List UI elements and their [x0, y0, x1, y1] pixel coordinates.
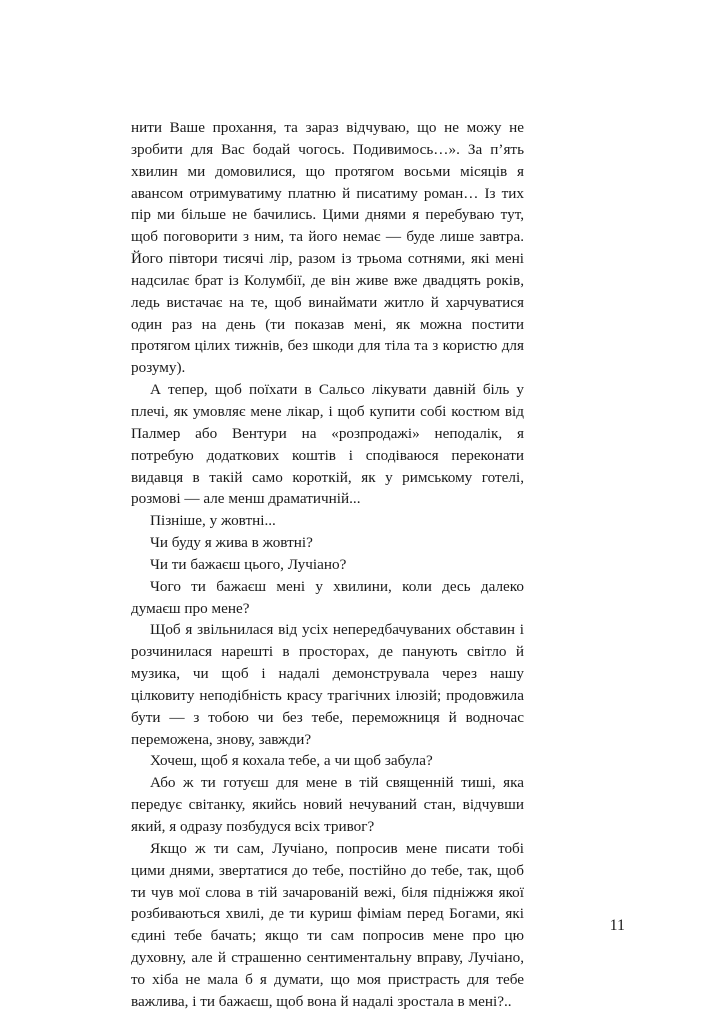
- paragraph-1: нити Ваше прохання, та зараз відчуваю, що не можу не зробити для Вас бодай чогось. Подивимось…». За п’ять хвилин ми домовилися, що протягом восьми місяців я авансом отримуватиму платню й писатиму роман… Із тих пір ми більше не бачились. Цими днями я перебуваю тут, щоб поговорити з ним, та його немає — буде лише завтра. Його півтори тисячі лір, разом із трьома сотнями, які мені надсилає брат із Колумбії, де він живе вже двадцять років, ледь вистачає на те, щоб винаймати житло й харчуватися один раз на день (ти показав мені, як можна постити протягом цілих тижнів, без шкоди для тіла та з користю для розуму).: [131, 119, 524, 377]
- paragraph-5: Чи ти бажаєш цього, Лучіано?: [150, 555, 347, 573]
- paragraph-10: Якщо ж ти сам, Лучіано, попросив мене писати тобі цими днями, звертатися до тебе, постійно до тебе, так, щоб ти чув мої слова в тій зачарованій вежі, біля підніжжя якої розбиваються хвилі, де ти куриш фіміам перед Богами, які єдині тебе бачать; якщо ти сам попросив мене про цю духовну, але й страшенно сентиментальну вправу, Лучіано, то хіба не мала б я думати, що моя пристрасть для тебе важлива, і ти бажаєш, щоб вона й надалі зростала в мені?..: [131, 839, 524, 1010]
- paragraph-8: Хочеш, щоб я кохала тебе, а чи щоб забула?: [150, 752, 433, 770]
- paragraph-6: Чого ти бажаєш мені у хвилини, коли десь далеко думаєш про мене?: [131, 577, 524, 617]
- paragraph-2: А тепер, щоб поїхати в Сальсо лікувати давній біль у плечі, як умовляє мене лікар, і щоб купити собі костюм від Палмер або Вентури на «розпродажі» неподалік, я потребую додаткових коштів і сподіваюся переконати видавця в такій само короткій, як у римському готелі, розмові — але менш драматичній...: [131, 381, 524, 508]
- page-number: 11: [609, 917, 625, 934]
- body-text: [131, 117, 524, 1013]
- paragraph-3: Пізніше, у жовтні...: [150, 512, 276, 530]
- paragraph-9: Або ж ти готуєш для мене в тій священній тиші, яка передує світанку, якийсь новий нечуваний стан, відчувши який, я одразу позбудуся всіх тривог?: [131, 774, 524, 835]
- paragraph-7: Щоб я звільнилася від усіх непередбачуваних обставин і розчинилася нарешті в просторах, де панують світло й музика, чи щоб і надалі демонструвала через нашу цілковиту неподібність красу трагічних ілюзій; продовжила бути — з тобою чи без тебе, переможниця й водночас переможена, знову, завжди?: [131, 621, 524, 748]
- paragraph-4: Чи буду я жива в жовтні?: [150, 534, 313, 552]
